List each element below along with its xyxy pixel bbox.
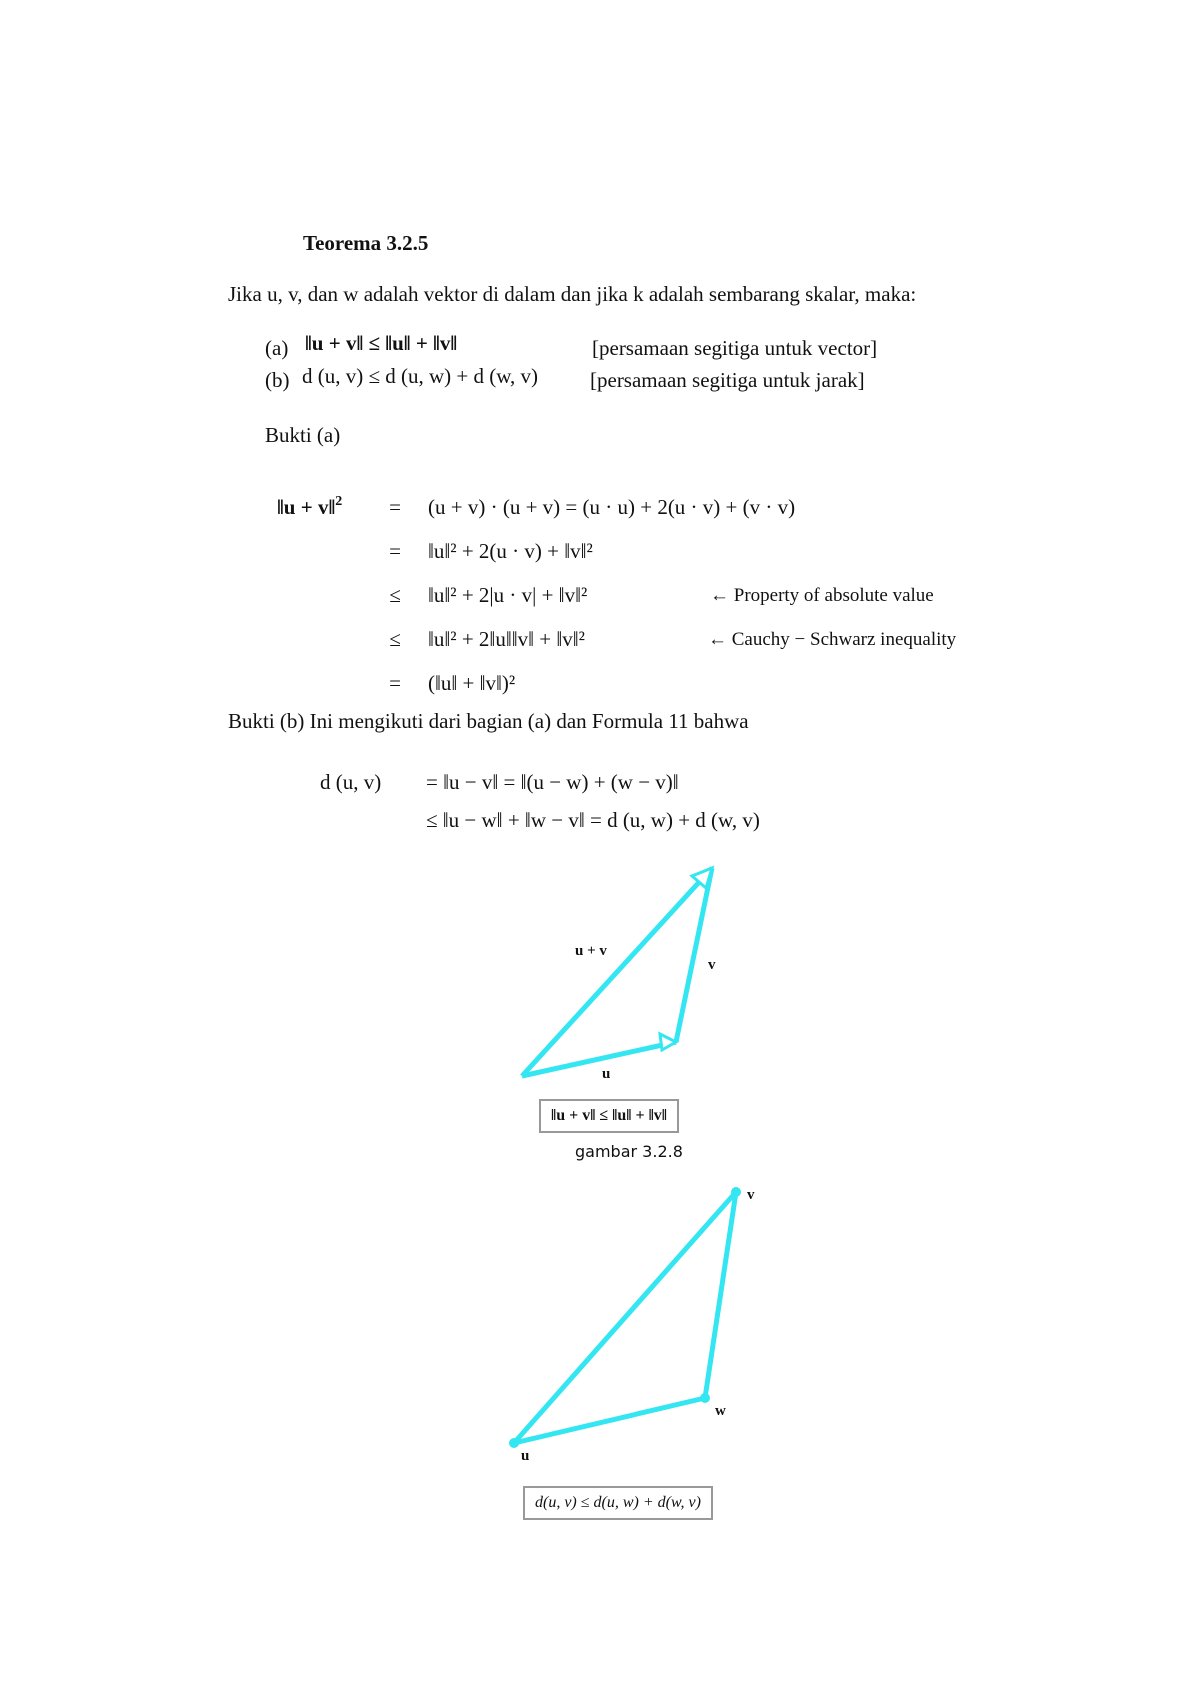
- figure2-inequality-box: d(u, v) ≤ d(u, w) + d(w, v): [523, 1486, 713, 1520]
- proof-b-lhs: d (u, v): [320, 770, 382, 794]
- proof-a-rhs-2: ‖u‖² + 2(u · v) + ‖v‖²: [428, 539, 593, 563]
- figure1-caption: gambar 3.2.8: [575, 1142, 683, 1161]
- figure2-label-u: u: [521, 1448, 530, 1464]
- theorem-title: Teorema 3.2.5: [303, 231, 429, 255]
- proof-a-lhs-norm: ‖u + v‖: [277, 495, 336, 519]
- proof-a-comment-3: ← Property of absolute value: [710, 585, 934, 606]
- proof-b-heading: Bukti (b) Ini mengikuti dari bagian (a) dan Formula 11 bahwa: [228, 709, 749, 733]
- point-v: [731, 1187, 741, 1197]
- proof-b-line-1: = ‖u − v‖ = ‖(u − w) + (w − v)‖: [426, 770, 679, 794]
- proof-a-comment-4: ← Cauchy − Schwarz inequality: [708, 629, 957, 650]
- proof-a-relation-1: =: [389, 495, 401, 519]
- proof-a-relation-4: ≤: [389, 627, 401, 651]
- figure1-label-v: v: [708, 957, 716, 973]
- proof-a-rhs-3: ‖u‖² + 2|u · v| + ‖v‖²: [428, 583, 588, 607]
- proof-b-line-2: ≤ ‖u − w‖ + ‖w − v‖ = d (u, w) + d (w, v): [426, 808, 760, 832]
- theorem-intro: Jika u, v, dan w adalah vektor di dalam dan jika k adalah sembarang skalar, maka:: [228, 282, 917, 306]
- proof-a-relation-5: =: [389, 671, 401, 695]
- arrowhead-u: [660, 1034, 676, 1050]
- figure2-label-w: w: [715, 1403, 726, 1419]
- vector-u-plus-v-line: [522, 868, 712, 1076]
- segment-u-w: [514, 1398, 705, 1443]
- point-w: [700, 1393, 710, 1403]
- proof-a-relation-2: =: [389, 539, 401, 563]
- item-a-label: (a): [265, 336, 289, 360]
- proof-a-rhs-1: (u + v) · (u + v) = (u · u) + 2(u · v) + (v · v): [428, 495, 796, 519]
- point-u: [509, 1438, 519, 1448]
- segment-u-v: [514, 1192, 736, 1443]
- figure2-label-v: v: [747, 1187, 755, 1203]
- proof-a-heading: Bukti (a): [265, 423, 341, 447]
- proof-a-relation-3: ≤: [389, 583, 401, 607]
- vector-v-line: [676, 868, 712, 1042]
- item-a-expression: ‖u + v‖ ≤ ‖u‖ + ‖v‖: [305, 331, 458, 355]
- item-b-label: (b): [265, 368, 290, 392]
- proof-a-lhs-exponent: 2: [335, 494, 343, 509]
- figure1-inequality-box: ‖u + v‖ ≤ ‖u‖ + ‖v‖: [539, 1099, 679, 1133]
- proof-a-rhs-5: (‖u‖ + ‖v‖)²: [428, 671, 516, 695]
- proof-a-rhs-4: ‖u‖² + 2‖u‖‖v‖ + ‖v‖²: [428, 627, 585, 651]
- figure1-label-u: u: [602, 1066, 611, 1082]
- figure1-label-u-plus-v: u + v: [575, 943, 607, 959]
- item-a-note: [persamaan segitiga untuk vector]: [592, 336, 878, 360]
- item-b-expression: d (u, v) ≤ d (u, w) + d (w, v): [302, 364, 539, 388]
- item-b-note: [persamaan segitiga untuk jarak]: [590, 368, 865, 392]
